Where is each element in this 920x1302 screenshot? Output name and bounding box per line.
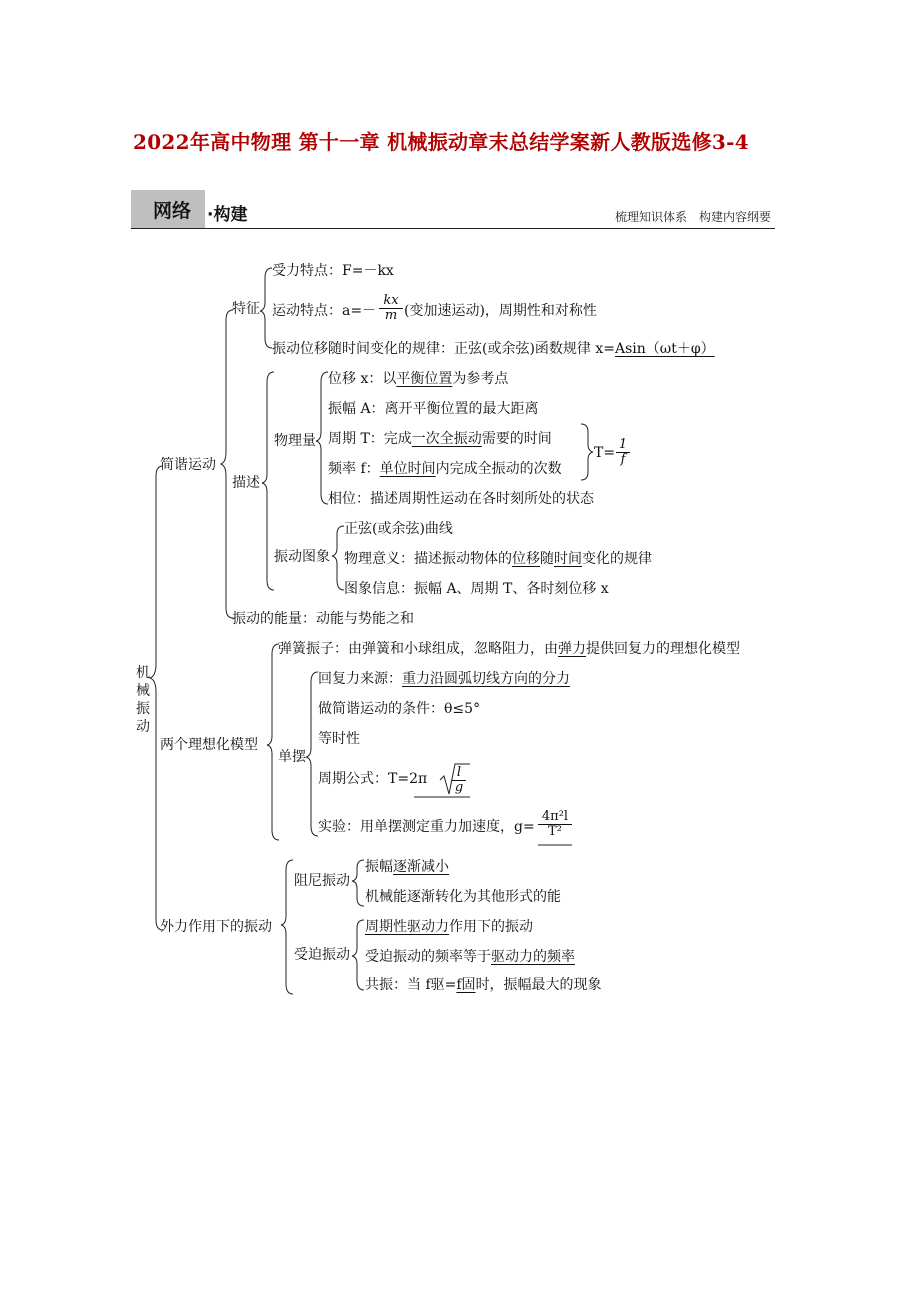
quantity-displacement [328, 370, 508, 388]
graph-meaning-suffix: 变化的规律 [582, 551, 652, 567]
forced-item-2-prefix: 受迫振动的频率等于 [365, 949, 491, 965]
forced-item-1-suffix: 作用下的振动 [449, 919, 533, 935]
pendulum-experiment-fraction [538, 810, 572, 839]
graph-info: 图象信息：振幅 A、周期 T、各时刻位移 x [344, 581, 609, 597]
graph-meaning-mid: 随 [540, 551, 554, 567]
feature-motion-prefix: 运动特点：a=－ [272, 303, 377, 319]
feature-force: 受力特点：F=－kx [272, 263, 394, 279]
damped-item-1-key: 逐渐减小 [393, 859, 449, 875]
pendulum-period-fraction [452, 766, 466, 795]
pendulum-restoring-key: 重力沿圆弧切线方向的分力 [402, 671, 570, 687]
section-header [131, 190, 775, 230]
header-tag-box [131, 190, 205, 228]
forced-item-1 [365, 918, 533, 936]
quantity-period-prefix: 周期 T：完成 [328, 431, 412, 447]
feature-motion-fraction [379, 294, 403, 323]
graph-meaning [344, 550, 652, 568]
pendulum-period: 周期公式：T=2π [318, 771, 428, 787]
quantity-period-suffix: 需要的时间 [481, 431, 552, 447]
quantity-period [328, 430, 552, 448]
node-features: 特征 [232, 301, 260, 317]
forced-item-1-key: 周期性驱动力 [365, 919, 449, 935]
damped-item-1-prefix: 振幅 [365, 859, 393, 875]
header-sub-label: ·构建 [207, 205, 248, 225]
forced-item-3-key: f固 [456, 977, 476, 993]
quantity-amplitude: 振幅 A：离开平衡位置的最大距离 [328, 401, 539, 417]
node-vibration-graph: 振动图象 [274, 549, 330, 565]
forced-item-2-key: 驱动力的频率 [491, 949, 575, 965]
feature-motion-numerator: kx [379, 294, 403, 309]
model-spring [278, 640, 740, 658]
header-rule [131, 228, 775, 229]
root-node-label: 机械振动 [136, 665, 150, 735]
pendulum-isochronism: 等时性 [318, 731, 360, 747]
pendulum-period-numerator: l [452, 766, 466, 781]
feature-law-formula: Asin（ωt＋φ） [615, 341, 715, 357]
node-pendulum: 单摆 [278, 749, 306, 765]
forced-item-3-prefix: 共振：当 f驱= [365, 977, 457, 993]
period-frequency-fraction [616, 438, 630, 467]
node-damped: 阻尼振动 [294, 873, 350, 889]
header-tag-label: 网络 [153, 200, 192, 222]
pendulum-experiment-numerator: 4π²l [538, 810, 572, 825]
document-title: 2022年高中物理 第十一章 机械振动章末总结学案新人教版选修3-4 [133, 130, 749, 154]
quantity-frequency-prefix: 频率 f： [328, 461, 380, 477]
damped-item-1 [365, 858, 449, 876]
damped-item-2: 机械能逐渐转化为其他形式的能 [365, 889, 561, 905]
pendulum-experiment: 实验：用单摆测定重力加速度，g= [318, 819, 535, 835]
feature-law-prefix: 振动位移随时间变化的规律：正弦(或余弦)函数规律 x= [272, 341, 615, 357]
graph-meaning-key1: 位移 [512, 551, 540, 567]
graph-curve: 正弦(或余弦)曲线 [344, 521, 453, 537]
quantity-displacement-prefix: 位移 x：以 [328, 371, 397, 387]
node-describe: 描述 [232, 475, 260, 491]
graph-meaning-key2: 时间 [554, 551, 582, 567]
quantity-displacement-suffix: 为参考点 [452, 371, 509, 387]
forced-item-2 [365, 948, 575, 966]
node-physical-quantities: 物理量 [274, 433, 316, 449]
node-models: 两个理想化模型 [160, 737, 258, 753]
pendulum-restoring [318, 670, 570, 688]
quantity-phase: 相位：描述周期性运动在各时刻所处的状态 [328, 491, 594, 507]
quantity-frequency-key: 单位时间 [379, 461, 436, 477]
period-frequency-denominator: f [620, 452, 626, 467]
feature-law [272, 340, 715, 358]
pendulum-period-denominator: g [454, 780, 464, 795]
feature-motion-suffix: (变加速运动)，周期性和对称性 [404, 303, 597, 319]
header-right-label: 梳理知识体系 构建内容纲要 [614, 210, 771, 224]
node-forced: 受迫振动 [294, 947, 350, 963]
pendulum-experiment-denominator: T² [548, 824, 562, 839]
quantity-frequency-suffix: 内完成全振动的次数 [435, 461, 562, 477]
period-frequency-numerator: 1 [616, 438, 630, 453]
quantity-frequency [328, 460, 562, 478]
feature-motion-denominator: m [384, 308, 398, 323]
node-shm: 简谐运动 [160, 457, 216, 473]
model-spring-prefix: 弹簧振子：由弹簧和小球组成，忽略阻力，由 [278, 641, 558, 657]
quantity-period-key: 一次全振动 [411, 431, 482, 447]
quantity-displacement-key: 平衡位置 [396, 371, 453, 387]
model-spring-suffix: 提供回复力的理想化模型 [586, 641, 740, 657]
forced-item-3-suffix: 时，振幅最大的现象 [475, 977, 602, 993]
pendulum-restoring-prefix: 回复力来源： [318, 671, 402, 687]
graph-meaning-prefix: 物理意义：描述振动物体的 [344, 551, 512, 567]
node-external: 外力作用下的振动 [160, 919, 272, 935]
pendulum-condition: 做简谐运动的条件：θ≤5° [318, 701, 481, 717]
node-energy: 振动的能量：动能与势能之和 [232, 611, 414, 627]
period-frequency-relation: T= [594, 445, 616, 461]
feature-motion [272, 302, 376, 320]
model-spring-key: 弹力 [558, 641, 586, 657]
forced-item-3 [365, 976, 602, 994]
